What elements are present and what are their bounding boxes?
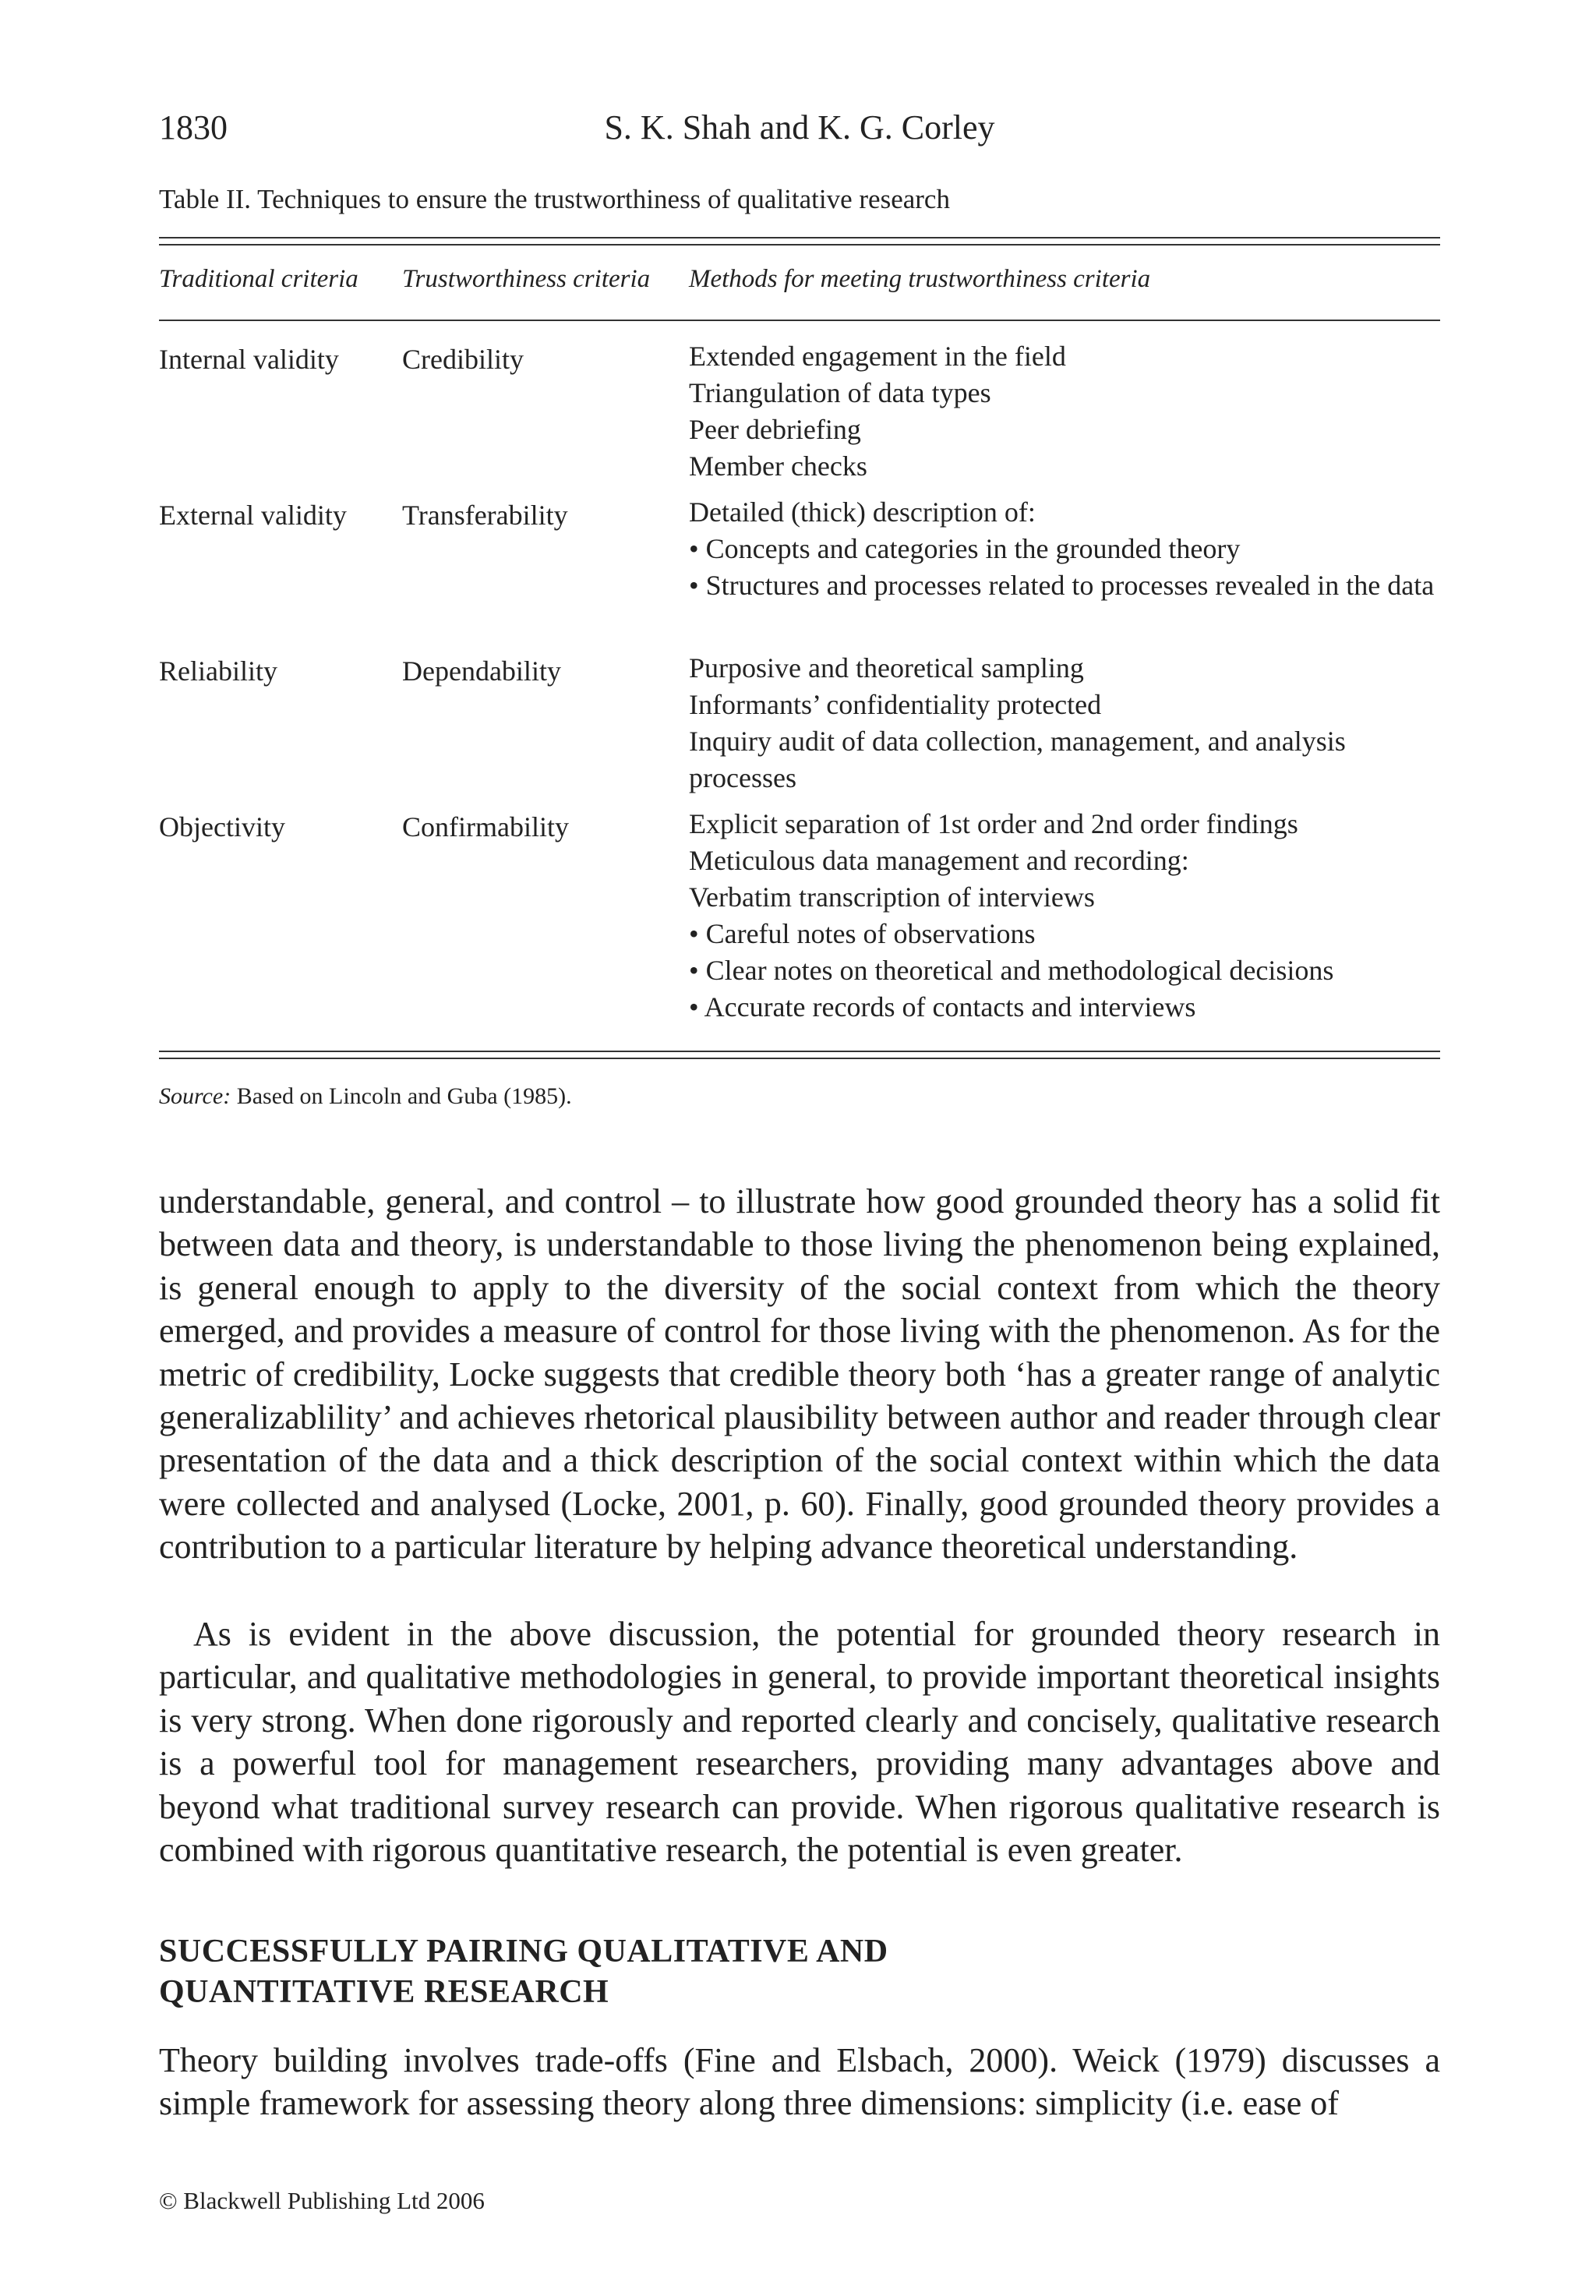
body-paragraph-3 bbox=[159, 2039, 1440, 2125]
cell-traditional: External validity bbox=[159, 500, 347, 531]
paragraph-text: As is evident in the above discussion, the potential for grounded theory research in particular, and qualitative methodologies in general, to provide important theoretical insights is very strong. When done rigorously and reported clearly and concisely, qualitative research is a powerful tool for management researchers, providing many advantages above and beyond what traditional survey research can provide. When rigorous qualitative research is combined with rigorous quantitative research, the potential is even greater. bbox=[159, 1615, 1440, 1870]
body-paragraph-1 bbox=[159, 1180, 1440, 1569]
method-item: Extended engagement in the field bbox=[689, 341, 1066, 372]
method-item: Inquiry audit of data collection, management, and analysis processes bbox=[689, 726, 1346, 793]
running-head: S. K. Shah and K. G. Corley bbox=[604, 108, 995, 147]
method-item: Detailed (thick) description of: bbox=[689, 496, 1036, 528]
method-item: • Careful notes of observations bbox=[689, 918, 1036, 949]
table-top-rule bbox=[159, 237, 1440, 238]
method-item: • Accurate records of contacts and interviews bbox=[689, 991, 1196, 1023]
cell-traditional: Reliability bbox=[159, 655, 277, 687]
method-item: Explicit separation of 1st order and 2nd order findings bbox=[689, 808, 1298, 839]
page-header bbox=[159, 108, 1440, 154]
cell-trustworthiness: Confirmability bbox=[402, 811, 569, 842]
cell-trustworthiness: Credibility bbox=[402, 344, 524, 375]
column-header-methods: Methods for meeting trustworthiness criteria bbox=[689, 265, 1151, 293]
source-label: Source: bbox=[159, 1083, 231, 1109]
section-heading-line: QUANTITATIVE RESEARCH bbox=[159, 1974, 609, 2010]
cell-traditional: Internal validity bbox=[159, 344, 339, 375]
cell-methods bbox=[689, 338, 1445, 485]
table-caption: Table II. Techniques to ensure the trustworthiness of qualitative research bbox=[159, 184, 950, 214]
column-header-traditional: Traditional criteria bbox=[159, 265, 358, 293]
cell-methods bbox=[689, 494, 1445, 604]
table-bottom-rule-2 bbox=[159, 1058, 1440, 1059]
cell-trustworthiness: Transferability bbox=[402, 500, 568, 531]
cell-trustworthiness: Dependability bbox=[402, 655, 561, 687]
table-header-rule bbox=[159, 320, 1440, 321]
method-item: Meticulous data management and recording: bbox=[689, 845, 1189, 876]
column-header-trustworthiness: Trustworthiness criteria bbox=[402, 265, 651, 293]
method-item: Peer debriefing bbox=[689, 414, 861, 445]
cell-methods bbox=[689, 806, 1445, 1026]
method-item: Triangulation of data types bbox=[689, 377, 991, 408]
method-item: Verbatim transcription of interviews bbox=[689, 881, 1095, 913]
method-item: • Structures and processes related to processes revealed in the data bbox=[689, 570, 1435, 601]
source-text: Based on Lincoln and Guba (1985). bbox=[236, 1083, 572, 1109]
cell-traditional: Objectivity bbox=[159, 811, 285, 842]
section-heading-line: SUCCESSFULLY PAIRING QUALITATIVE AND bbox=[159, 1934, 888, 1969]
table-bottom-rule bbox=[159, 1051, 1440, 1052]
page-number: 1830 bbox=[159, 108, 228, 147]
copyright-footer: © Blackwell Publishing Ltd 2006 bbox=[159, 2187, 485, 2214]
method-item: Informants’ confidentiality protected bbox=[689, 689, 1102, 720]
paragraph-text: understandable, general, and control – to illustrate how good grounded theory has a solid fit between data and theory, is understandable to those living the phenomenon being explained, is general enough to apply to the diversity of the social context from which the theory emerged, and provides a measure of control for those living with the phenomenon. As for the metric of credibility, Locke suggests that credible theory both ‘has a greater range of analytic generalizablility’ and achieves rhetorical plausibility between author and reader through clear presentation of the data and a thick description of the social context within which the data were collected and analysed (Locke, 2001, p. 60). Finally, good grounded theory provides a contribution to a particular literature by helping advance theoretical understanding. bbox=[159, 1182, 1440, 1567]
section-heading bbox=[159, 1931, 1016, 2012]
method-item: • Concepts and categories in the grounded theory bbox=[689, 533, 1241, 564]
body-paragraph-2 bbox=[159, 1612, 1440, 1871]
table-source-note bbox=[159, 1083, 572, 1110]
method-item: • Clear notes on theoretical and methodological decisions bbox=[689, 955, 1334, 986]
paragraph-text: Theory building involves trade-offs (Fine and Elsbach, 2000). Weick (1979) discusses a simple framework for assessing theory along three dimensions: simplicity (i.e. ease of bbox=[159, 2041, 1440, 2123]
cell-methods bbox=[689, 650, 1445, 797]
method-item: Purposive and theoretical sampling bbox=[689, 652, 1084, 684]
table-top-rule-2 bbox=[159, 244, 1440, 245]
method-item: Member checks bbox=[689, 450, 867, 482]
